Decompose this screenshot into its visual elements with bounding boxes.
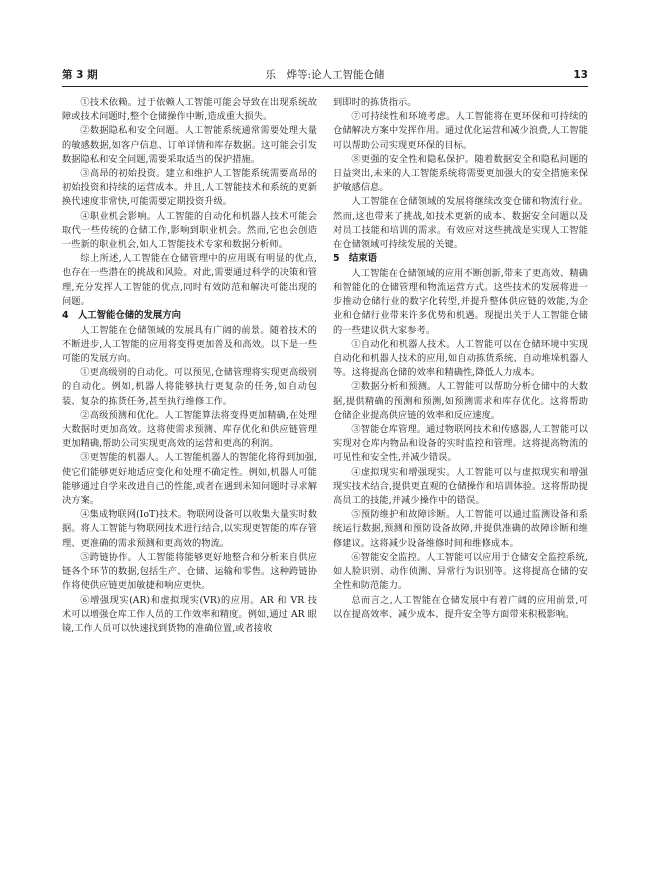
- paragraph: ②数据分析和预测。人工智能可以帮助分析仓储中的大数据,提供精确的预测和预测,如预测需求和库存优化。这将帮助仓储企业提高供应链的效率和反应速度。: [333, 381, 588, 421]
- page-number: 13: [573, 69, 588, 81]
- page-header: [62, 66, 588, 84]
- paragraph: ①自动化和机器人技术。人工智能可以在仓储环境中实现自动化和机器人技术的应用,如自动拣货系统、自动堆垛机器人等。这将提高仓储的效率和精确性,降低人力成本。: [333, 338, 588, 379]
- paragraph: ②高级预测和优化。人工智能算法将变得更加精确,在处理大数据时更加高效。这将使需求预测、库存优化和供应链管理更加精确,帮助公司实现更高效的运营和更高的利润。: [62, 409, 317, 450]
- header-rule: [62, 86, 588, 87]
- paragraph: ④集成物联网(IoT)技术。物联网设备可以收集大量实时数据。将人工智能与物联网技术进行结合,以实现更智能的库存管理、更准确的需求预测和更高效的物流。: [62, 509, 317, 549]
- paragraph: ⑧更强的安全性和隐私保护。随着数据安全和隐私问题的日益突出,未来的人工智能系统将需要更加强大的安全措施来保护敏感信息。: [333, 153, 588, 194]
- paragraph: ⑤预防维护和故障诊断。人工智能可以通过监测设备和系统运行数据,预测和预防设备故障,并提供准确的故障诊断和维修建议。这将减少设备维修时间和维修成本。: [333, 509, 588, 549]
- right-column: [333, 96, 588, 622]
- paragraph: 人工智能在仓储领域的发展具有广阔的前景。随着技术的不断进步,人工智能的应用将变得更加普及和高效。以下是一些可能的发展方向。: [62, 324, 317, 365]
- paragraph: ①更高级别的自动化。可以预见,仓储管理将实现更高级别的自动化。例如,机器人将能够执行更复杂的任务,如自动包装、复杂的拣货任务,甚至执行维修工作。: [62, 367, 317, 407]
- paragraph: ④职业机会影响。人工智能的自动化和机器人技术可能会取代一些传统的仓储工作,影响到职业机会。然而,它也会创造一些新的职业机会,如人工智能技术专家和数据分析师。: [62, 210, 317, 251]
- paragraph: ⑥增强现实(AR)和虚拟现实(VR)的应用。AR 和 VR 技术可以增强仓库工作人员的工作效率和精度。例如,通过 AR 眼镜,工作人员可以快速找到货物的准确位置,或者接收: [62, 594, 317, 634]
- paragraph: ②数据隐私和安全问题。人工智能系统通常需要处理大量的敏感数据,如客户信息、订单详情和库存数据。这可能会引发数据隐私和安全问题,需要采取适当的保护措施。: [62, 125, 317, 165]
- paragraph: ⑥智能安全监控。人工智能可以应用于仓储安全监控系统,如人脸识别、动作侦测、异常行为识别等。这将提高仓储的安全性和防范能力。: [333, 551, 588, 592]
- running-title: 乐 烨等:论人工智能仓储: [265, 69, 385, 81]
- paragraph: 综上所述,人工智能在仓储管理中的应用既有明显的优点,也存在一些潜在的挑战和风险。对此,需要通过科学的决策和管理,充分发挥人工智能的优点,同时有效防范和解决可能出现的问题。: [62, 253, 317, 307]
- paragraph: ①技术依赖。过于依赖人工智能可能会导致在出现系统故障或技术问题时,整个仓储操作中断,造成重大损失。: [62, 97, 317, 123]
- paragraph: 总而言之,人工智能在仓储发展中有着广阔的应用前景,可以在提高效率、减少成本、提升安全等方面带来积极影响。: [333, 594, 588, 620]
- paragraph: ③高昂的初始投资。建立和维护人工智能系统需要高昂的初始投资和持续的运营成本。并且,人工智能技术和系统的更新换代速度非常快,可能需要定期投资升级。: [62, 168, 317, 208]
- issue-number: 第 3 期: [62, 69, 98, 81]
- section-heading: 5 结束语: [333, 253, 378, 265]
- paragraph: ⑦可持续性和环境考虑。人工智能将在更环保和可持续的仓储解决方案中发挥作用。通过优化运营和减少浪费,人工智能可以帮助公司实现更环保的目标。: [333, 111, 588, 151]
- paragraph: 人工智能在仓储领域的应用不断创新,带来了更高效、精确和智能化的仓储管理和物流运营方式。这些技术的发展将进一步推动仓储行业的数字化转型,并提升整体供应链的效能,为企业和仓储行业带来许多优势和机遇。现提出关于人工智能仓储的一些建议供大家参考。: [333, 267, 588, 336]
- section-heading: 4 人工智能仓储的发展方向: [62, 310, 182, 322]
- paragraph: ④虚拟现实和增强现实。人工智能可以与虚拟现实和增强现实技术结合,提供更直观的仓储操作和培训体验。这将帮助提高员工的技能,并减少操作中的错误。: [333, 466, 588, 507]
- paragraph: 人工智能在仓储领域的发展将继续改变仓储和物流行业。然而,这也带来了挑战,如技术更新的成本、数据安全问题以及对员工技能和培训的需求。有效应对这些挑战是实现人工智能在仓储领域可持续发展的关键。: [333, 196, 588, 251]
- paragraph: ③更智能的机器人。人工智能机器人的智能化将得到加强,使它们能够更好地适应变化和处理不确定性。例如,机器人可能能够通过自学来改进自己的性能,或者在遇到未知问题时寻求解决方案。: [62, 452, 317, 507]
- paragraph-continuation: 到即时的拣货指示。: [333, 97, 417, 108]
- paragraph: ⑤跨链协作。人工智能将能够更好地整合和分析来自供应链各个环节的数据,包括生产、仓储、运输和零售。这种跨链协作将使供应链更加敏捷和响应更快。: [62, 551, 317, 592]
- paragraph: ③智能仓库管理。通过物联网技术和传感器,人工智能可以实现对仓库内物品和设备的实时监控和管理。这将提高物流的可见性和安全性,并减少错误。: [333, 424, 588, 464]
- left-column: [62, 96, 317, 636]
